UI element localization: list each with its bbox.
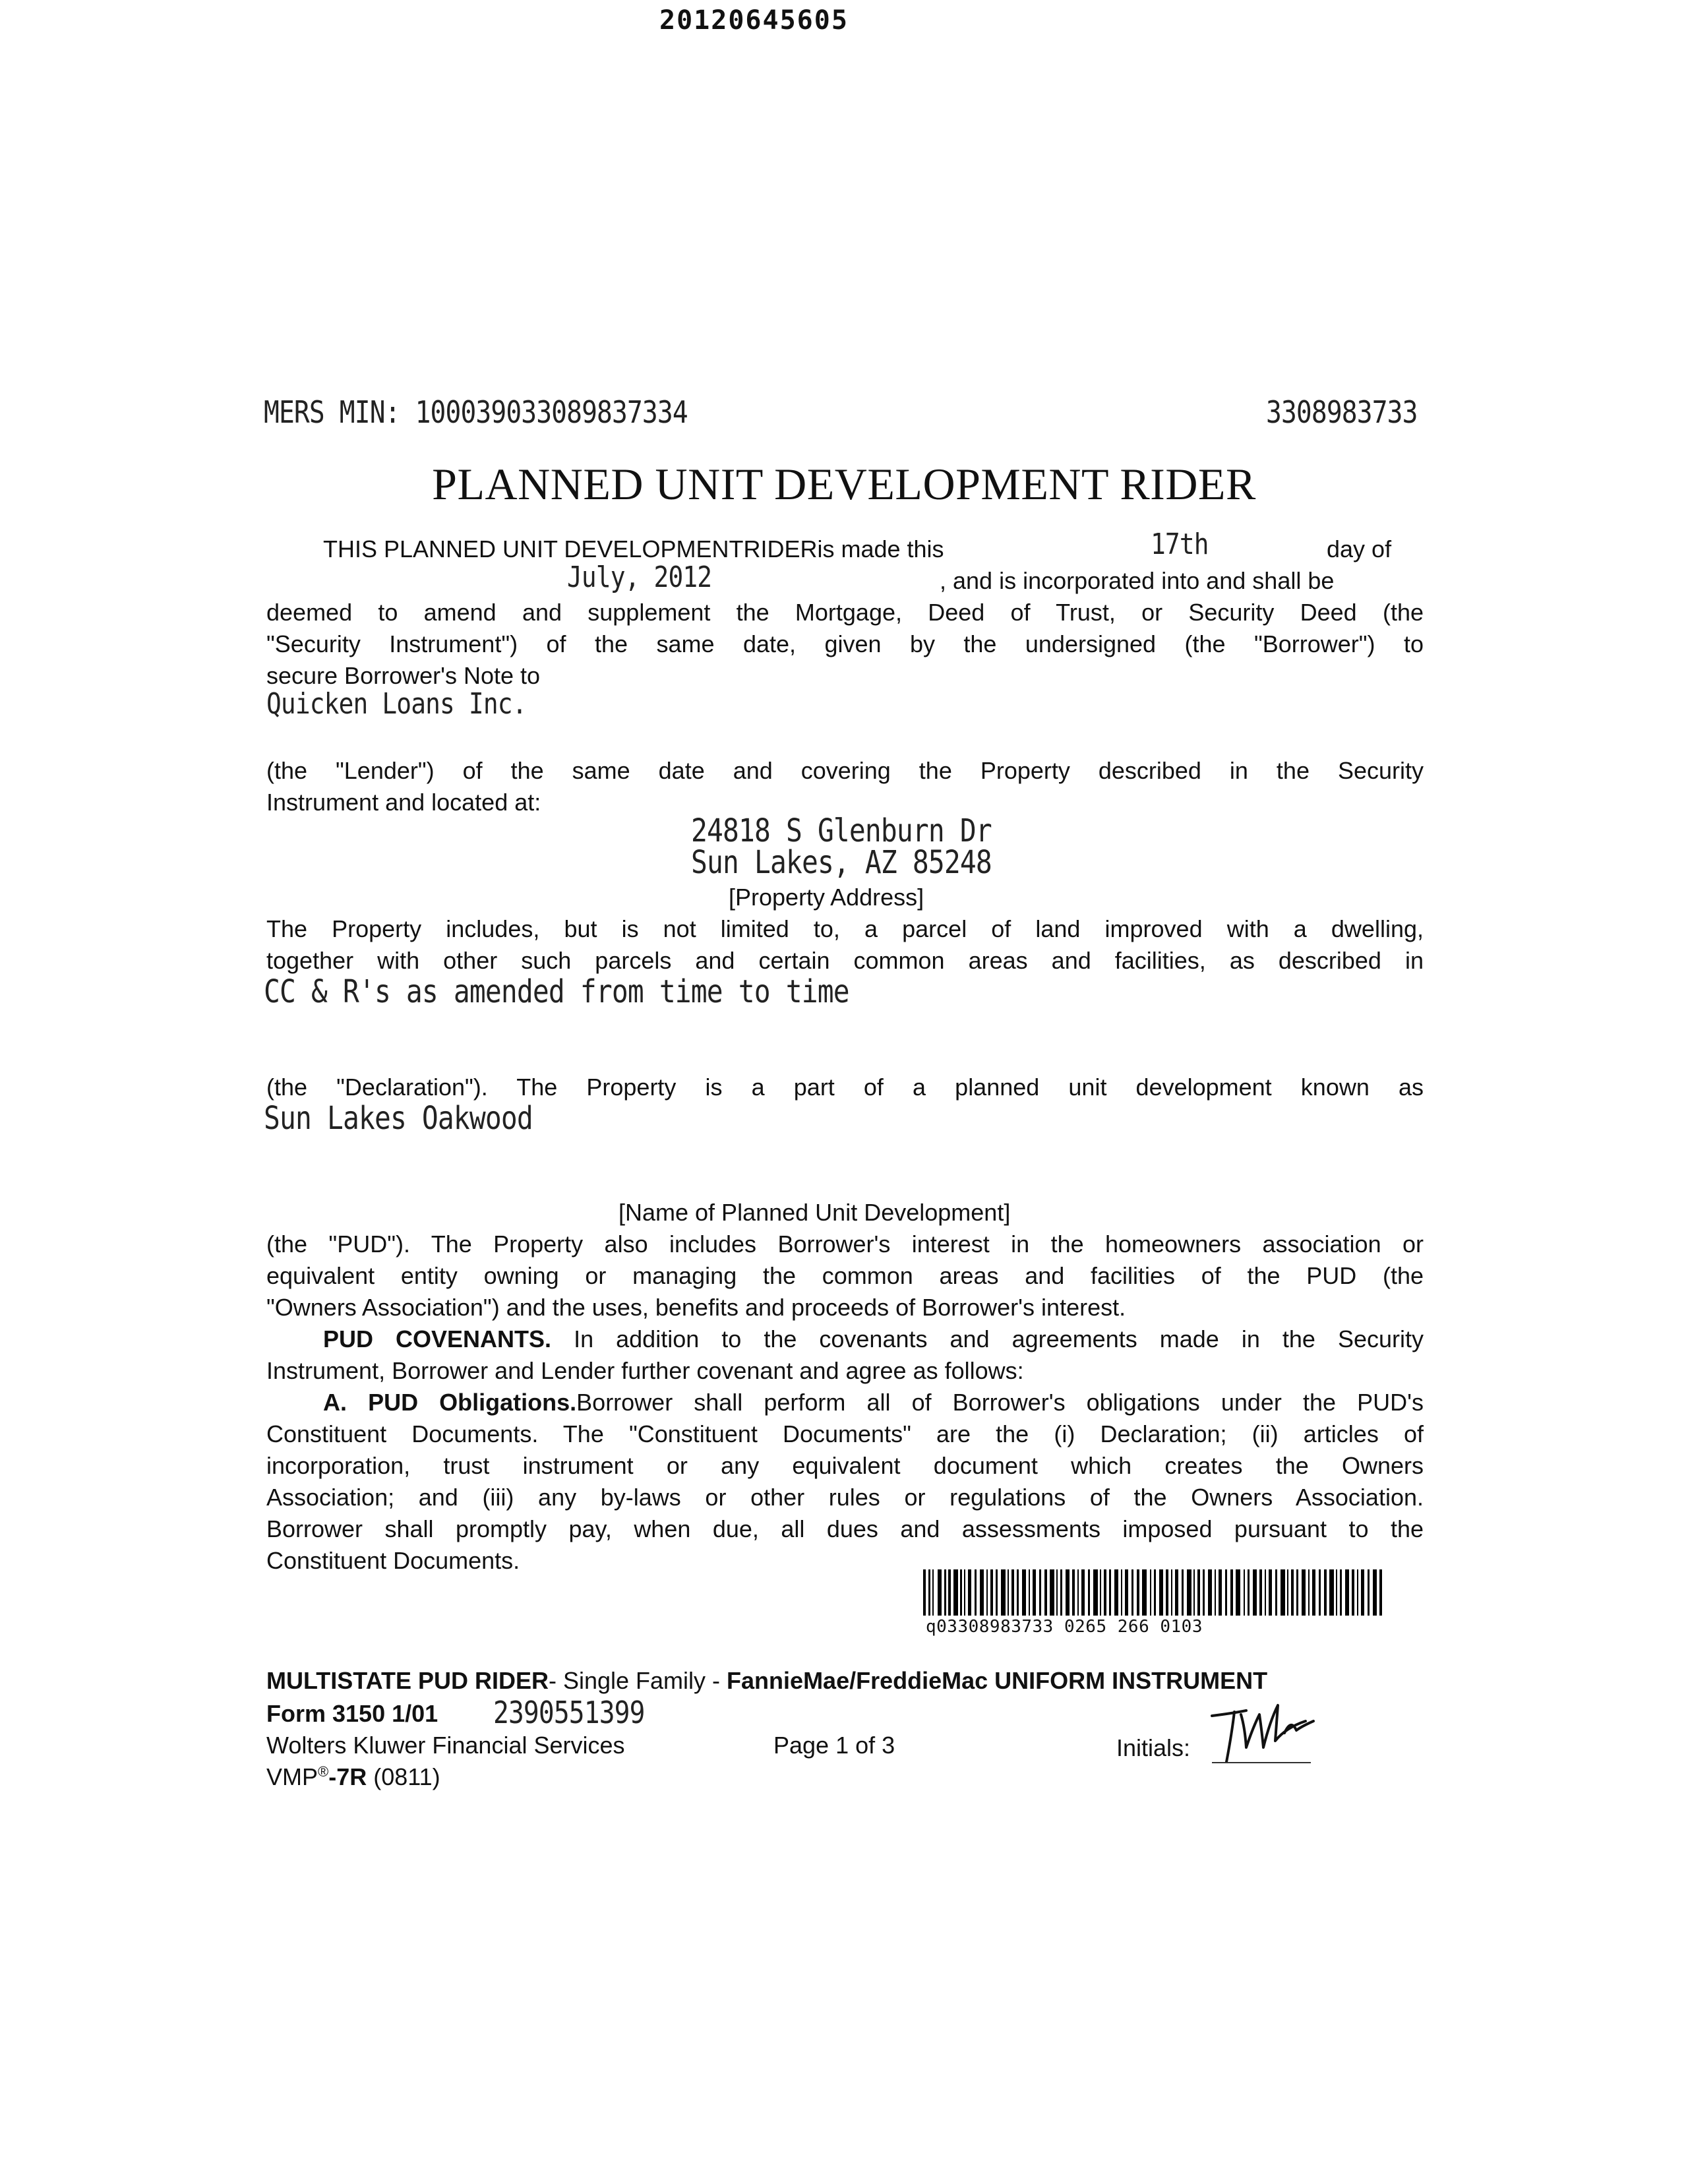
vmp-registered: ®	[318, 1763, 329, 1780]
intro-line-6: (the "Lender") of the same date and covering the Property described in the Security	[266, 757, 1424, 784]
obligations-line-4: Association; and (iii) any by-laws or other rules or regulations of the Owners Association.	[266, 1484, 1424, 1511]
obligations-line-1	[323, 1389, 1424, 1416]
declaration-text: CC & R's as amended from time to time	[264, 973, 849, 1010]
vmp-suffix: -7R	[328, 1763, 367, 1790]
initials-label: Initials:	[1116, 1734, 1191, 1761]
obligations-line-3: incorporation, trust instrument or any equivalent document which creates the Owners	[266, 1452, 1424, 1479]
barcode	[923, 1569, 1385, 1616]
obligations-heading: A. PUD Obligations.	[323, 1389, 577, 1416]
intro-line-5: secure Borrower's Note to	[266, 662, 541, 689]
barcode-text: q03308983733 0265 266 0103	[926, 1617, 1203, 1637]
covenants-line-2: Instrument, Borrower and Lender further covenant and agree as follows:	[266, 1357, 1024, 1384]
declaration-line-3: (the "Declaration"). The Property is a part of a planned unit development known as	[266, 1074, 1424, 1101]
pud-name-caption: [Name of Planned Unit Development]	[618, 1199, 1011, 1226]
declaration-line-1: The Property includes, but is not limited to, a parcel of land improved with a dwelling,	[266, 915, 1424, 942]
intro-line-1: THIS PLANNED UNIT DEVELOPMENTRIDERis made this	[323, 535, 944, 562]
declaration-line-5: equivalent entity owning or managing the common areas and facilities of the PUD (the	[266, 1262, 1424, 1289]
obligations-line-2: Constituent Documents. The "Constituent Documents" are the (i) Declaration; (ii) articles of	[266, 1420, 1424, 1447]
intro-line-2: , and is incorporated into and shall be	[940, 567, 1335, 594]
recording-number: 20120645605	[659, 5, 849, 36]
day-field: 17th	[1151, 528, 1209, 561]
covenants-heading: PUD COVENANTS.	[323, 1325, 552, 1352]
covenants-line-1-text: In addition to the covenants and agreements made in the Security	[574, 1325, 1424, 1352]
vmp-code	[266, 1763, 440, 1791]
intro-line-7: Instrument and located at:	[266, 789, 541, 816]
property-address-line-2: Sun Lakes, AZ 85248	[691, 844, 992, 881]
vmp-label: VMP	[266, 1763, 318, 1790]
initials-line	[1212, 1762, 1311, 1763]
obligations-line-1-text: Borrower shall perform all of Borrower's obligations under the PUD's	[576, 1389, 1424, 1416]
form-title-bold-2: FannieMae/FreddieMac UNIFORM INSTRUMENT	[727, 1667, 1268, 1694]
day-of-label: day of	[1327, 535, 1392, 562]
vmp-revision: (0811)	[373, 1763, 440, 1790]
intro-line-4: "Security Instrument") of the same date, given by the undersigned (the "Borrower") to	[266, 630, 1424, 657]
initials-signature	[1207, 1701, 1319, 1767]
form-title-mid: - Single Family -	[548, 1667, 727, 1694]
loan-number: 3308983733	[1266, 394, 1418, 430]
page-number: Page 1 of 3	[773, 1732, 895, 1759]
declaration-line-6: "Owners Association") and the uses, benefits and proceeds of Borrower's interest.	[266, 1294, 1126, 1321]
page-title: PLANNED UNIT DEVELOPMENT RIDER	[432, 459, 1256, 509]
property-address-line-1: 24818 S Glenburn Dr	[691, 812, 992, 849]
covenants-line-1	[323, 1325, 1424, 1353]
obligations-line-6: Constituent Documents.	[266, 1547, 520, 1574]
pud-name: Sun Lakes Oakwood	[264, 1100, 533, 1137]
obligations-line-5: Borrower shall promptly pay, when due, all dues and assessments imposed pursuant to the	[266, 1515, 1424, 1542]
form-title-bold: MULTISTATE PUD RIDER	[266, 1667, 549, 1694]
declaration-line-4: (the "PUD"). The Property also includes Borrower's interest in the homeowners association or	[266, 1230, 1424, 1258]
publisher: Wolters Kluwer Financial Services	[266, 1732, 625, 1759]
property-address-caption: [Property Address]	[729, 884, 924, 911]
doc-number: 2390551399	[493, 1695, 645, 1730]
month-year-field: July, 2012	[567, 561, 712, 594]
mers-min: MERS MIN: 100039033089837334	[264, 394, 688, 430]
declaration-line-2: together with other such parcels and certain common areas and facilities, as described in	[266, 947, 1424, 974]
form-title	[266, 1667, 1267, 1695]
intro-line-3: deemed to amend and supplement the Mortgage, Deed of Trust, or Security Deed (the	[266, 599, 1424, 626]
form-number: Form 3150 1/01	[266, 1700, 438, 1727]
lender-name: Quicken Loans Inc.	[266, 687, 527, 721]
